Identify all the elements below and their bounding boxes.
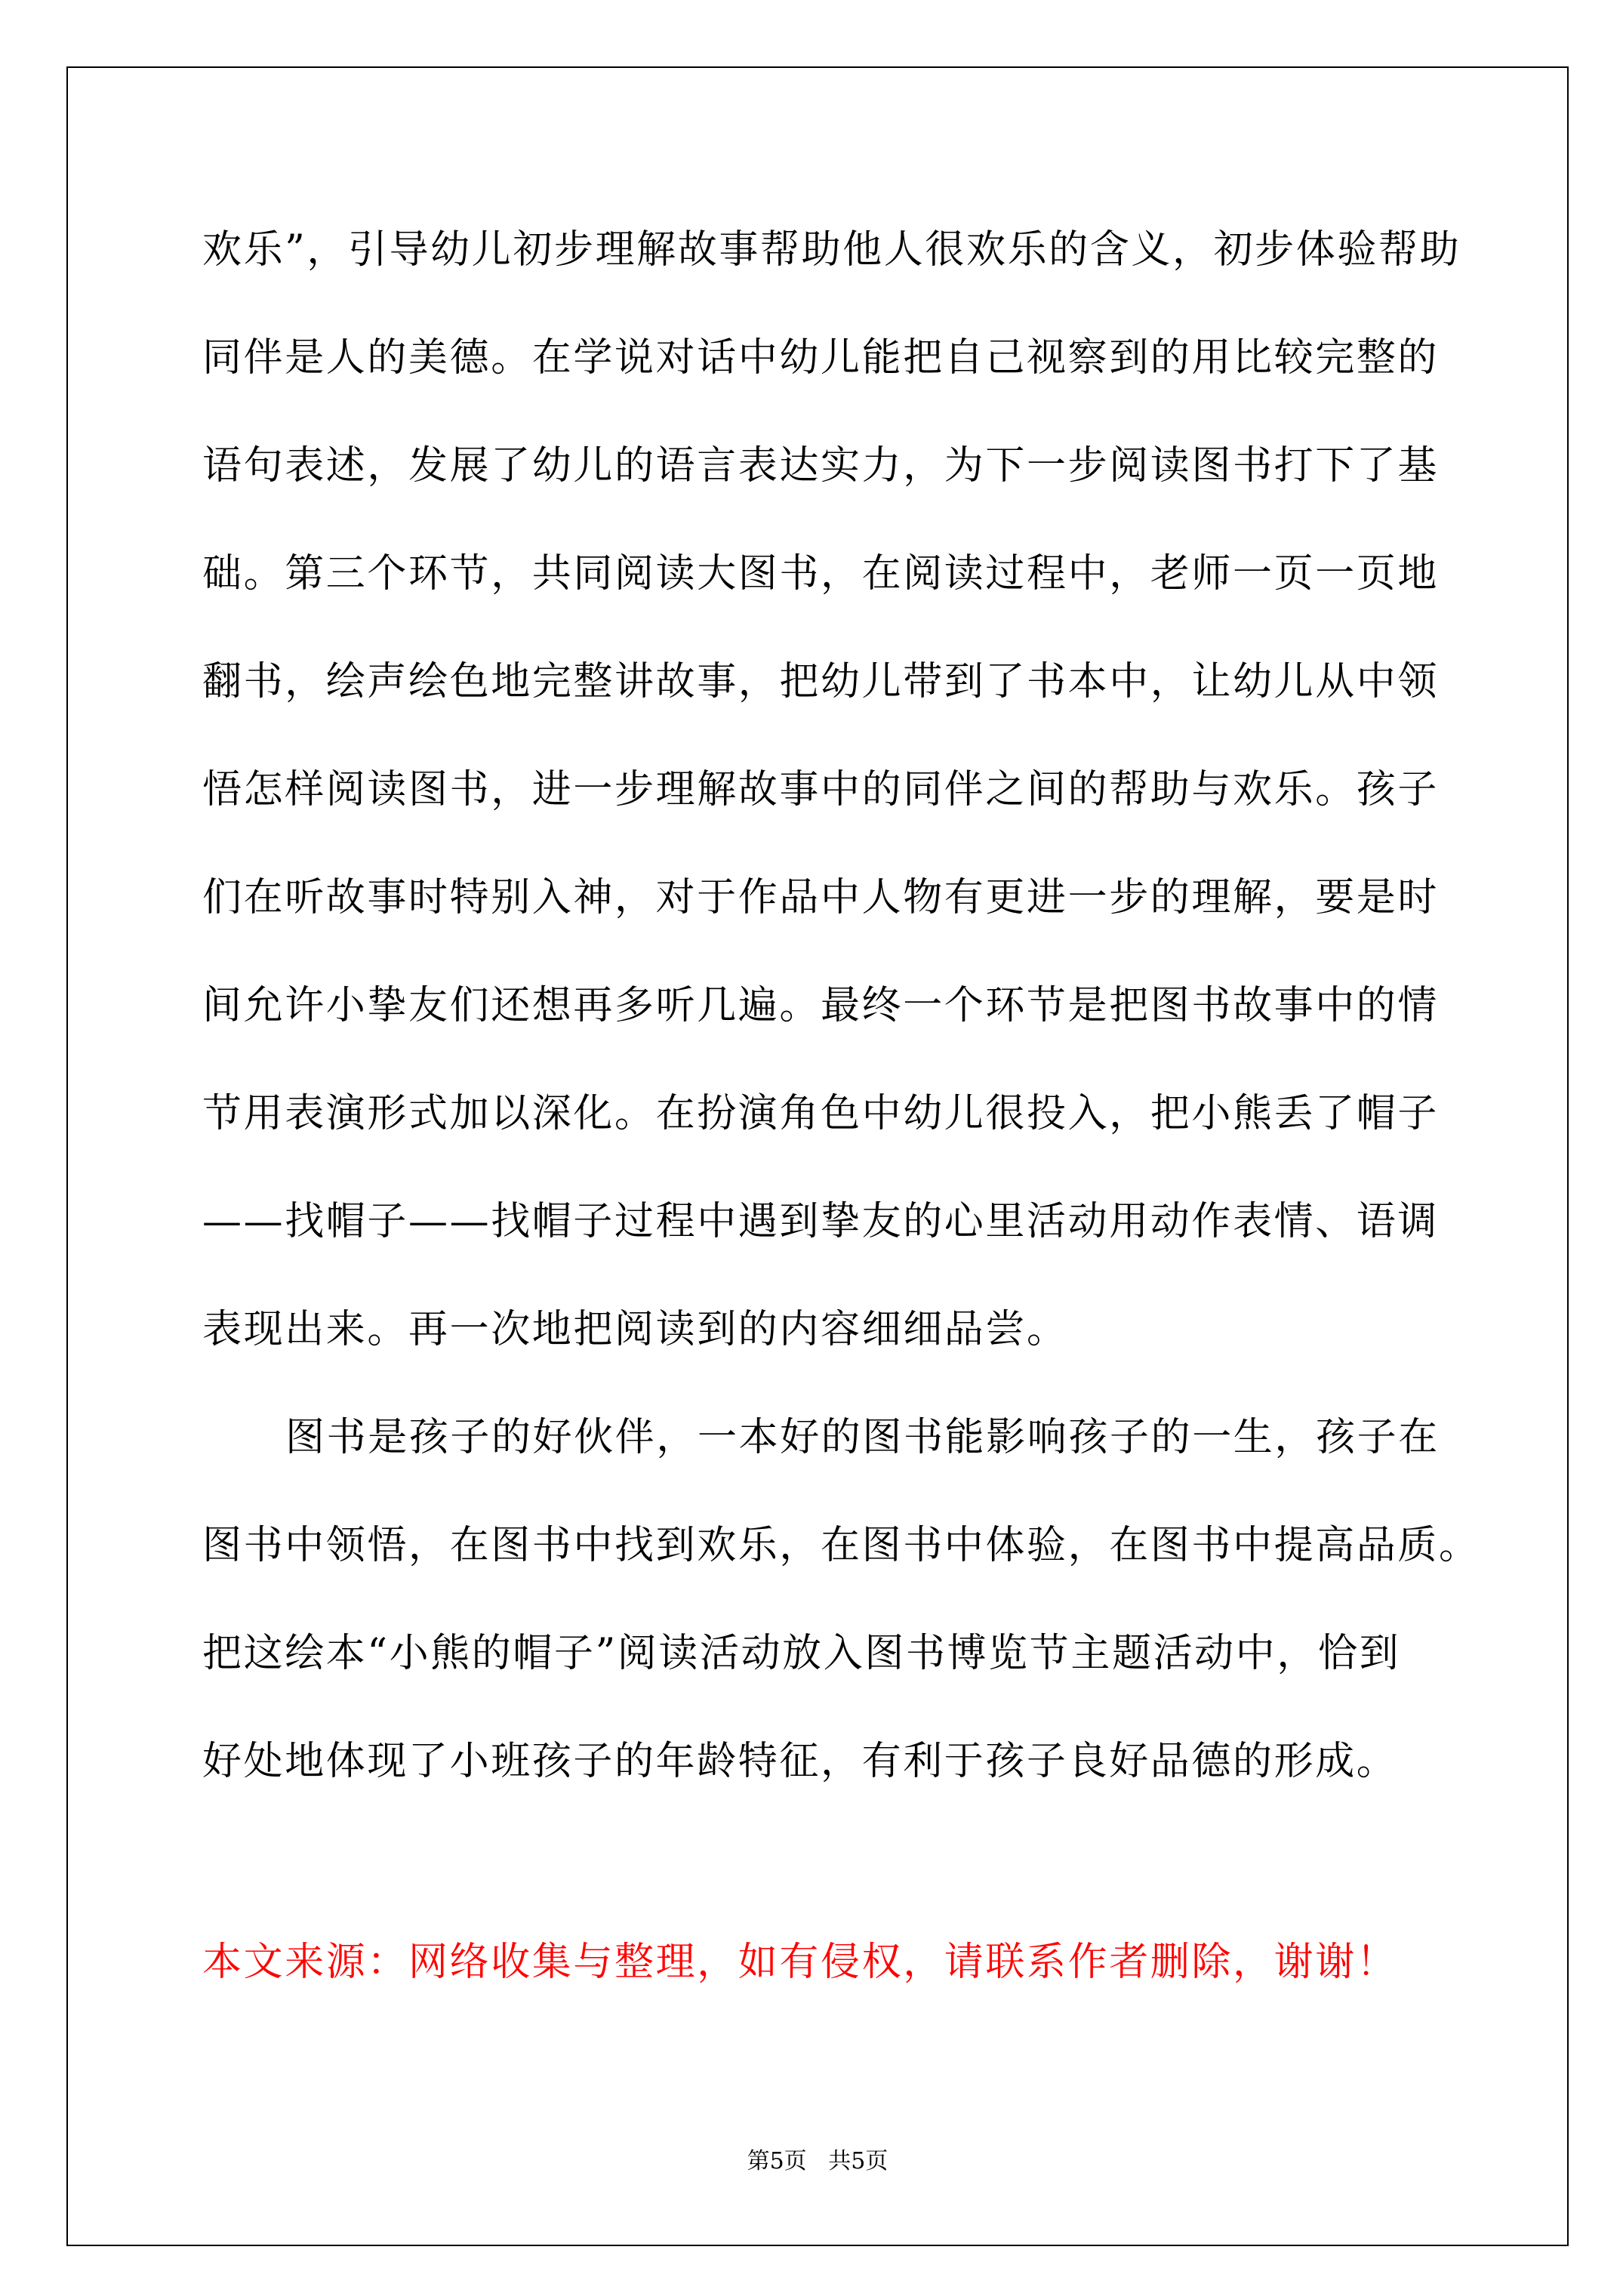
body-line: 悟怎样阅读图书，进一步理解故事中的同伴之间的帮助与欢乐。孩子 xyxy=(202,767,1440,812)
body-line: 节用表演形式加以深化。在扮演角色中幼儿很投入，把小熊丢了帽子 xyxy=(202,1091,1440,1136)
body-line: 图书是孩子的好伙伴，一本好的图书能影响孩子的一生，孩子在 xyxy=(285,1415,1440,1460)
body-line: 语句表述，发展了幼儿的语言表达实力，为下一步阅读图书打下了基 xyxy=(202,443,1440,488)
body-line: 把这绘本“小熊的帽子”阅读活动放入图书博览节主题活动中，恰到 xyxy=(202,1631,1401,1676)
body-line: 翻书，绘声绘色地完整讲故事，把幼儿带到了书本中，让幼儿从中领 xyxy=(202,659,1440,704)
body-line: 欢乐”，引导幼儿初步理解故事帮助他人很欢乐的含义，初步体验帮助 xyxy=(202,227,1461,273)
source-note: 本文来源：网络收集与整理，如有侵权，请联系作者删除，谢谢！ xyxy=(202,1940,1398,1985)
body-line: 表现出来。再一次地把阅读到的内容细细品尝。 xyxy=(202,1307,1068,1352)
page-number-footer: 第5页 共5页 xyxy=(747,2148,888,2174)
body-line: 础。第三个环节，共同阅读大图书，在阅读过程中，老师一页一页地 xyxy=(202,551,1440,596)
paragraph-2 xyxy=(202,1384,1531,1816)
document-body xyxy=(202,196,1531,1816)
body-line: 们在听故事时特别入神，对于作品中人物有更进一步的理解，要是时 xyxy=(202,875,1440,920)
body-line: 间允许小挚友们还想再多听几遍。最终一个环节是把图书故事中的情 xyxy=(202,983,1440,1028)
body-line: 图书中领悟，在图书中找到欢乐，在图书中体验，在图书中提高品质。 xyxy=(202,1523,1480,1568)
body-line: 好处地体现了小班孩子的年龄特征，有利于孩子良好品德的形成。 xyxy=(202,1739,1398,1784)
body-line: ——找帽子——找帽子过程中遇到挚友的心里活动用动作表情、语调 xyxy=(202,1199,1440,1244)
body-line: 同伴是人的美德。在学说对话中幼儿能把自己视察到的用比较完整的 xyxy=(202,335,1440,381)
paragraph-1 xyxy=(202,196,1531,1384)
